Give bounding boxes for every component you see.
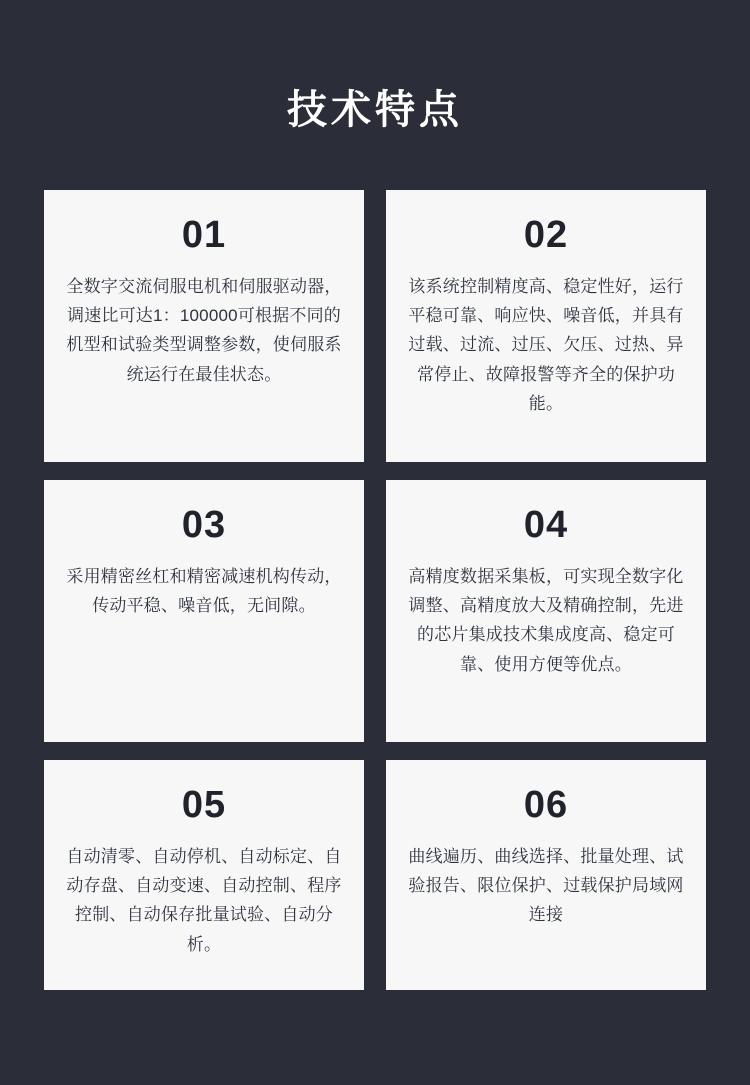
feature-card-text: 曲线遍历、曲线选择、批量处理、试验报告、限位保护、过载保护局域网连接 — [408, 847, 684, 925]
page-title: 技术特点 — [287, 88, 463, 132]
feature-card — [44, 760, 364, 990]
feature-card-number: 03 — [181, 504, 227, 546]
feature-card — [44, 480, 364, 742]
feature-card — [386, 480, 706, 742]
feature-card-number: 04 — [523, 504, 569, 546]
feature-card-text: 采用精密丝杠和精密减速机构传动，传动平稳、噪音低，无间隙。 — [66, 567, 342, 616]
feature-card-grid — [0, 190, 750, 990]
feature-card — [386, 190, 706, 462]
feature-card-number: 05 — [181, 784, 227, 826]
feature-card — [386, 760, 706, 990]
feature-card-number: 06 — [523, 784, 569, 826]
feature-card — [44, 190, 364, 462]
feature-card-number: 01 — [181, 214, 227, 256]
feature-card-text: 全数字交流伺服电机和伺服驱动器，调速比可达1：100000可根据不同的机型和试验类型调整参数，使伺服系统运行在最佳状态。 — [66, 277, 342, 384]
feature-card-text: 自动清零、自动停机、自动标定、自动存盘、自动变速、自动控制、程序控制、自动保存批量试验、自动分析。 — [66, 847, 342, 954]
feature-card-text: 高精度数据采集板，可实现全数字化调整、高精度放大及精确控制，先进的芯片集成技术集成度高、稳定可靠、使用方便等优点。 — [408, 567, 684, 674]
feature-card-text: 该系统控制精度高、稳定性好，运行平稳可靠、响应快、噪音低，并具有过载、过流、过压、欠压、过热、异常停止、故障报警等齐全的保护功能。 — [408, 277, 684, 413]
feature-card-number: 02 — [523, 214, 569, 256]
